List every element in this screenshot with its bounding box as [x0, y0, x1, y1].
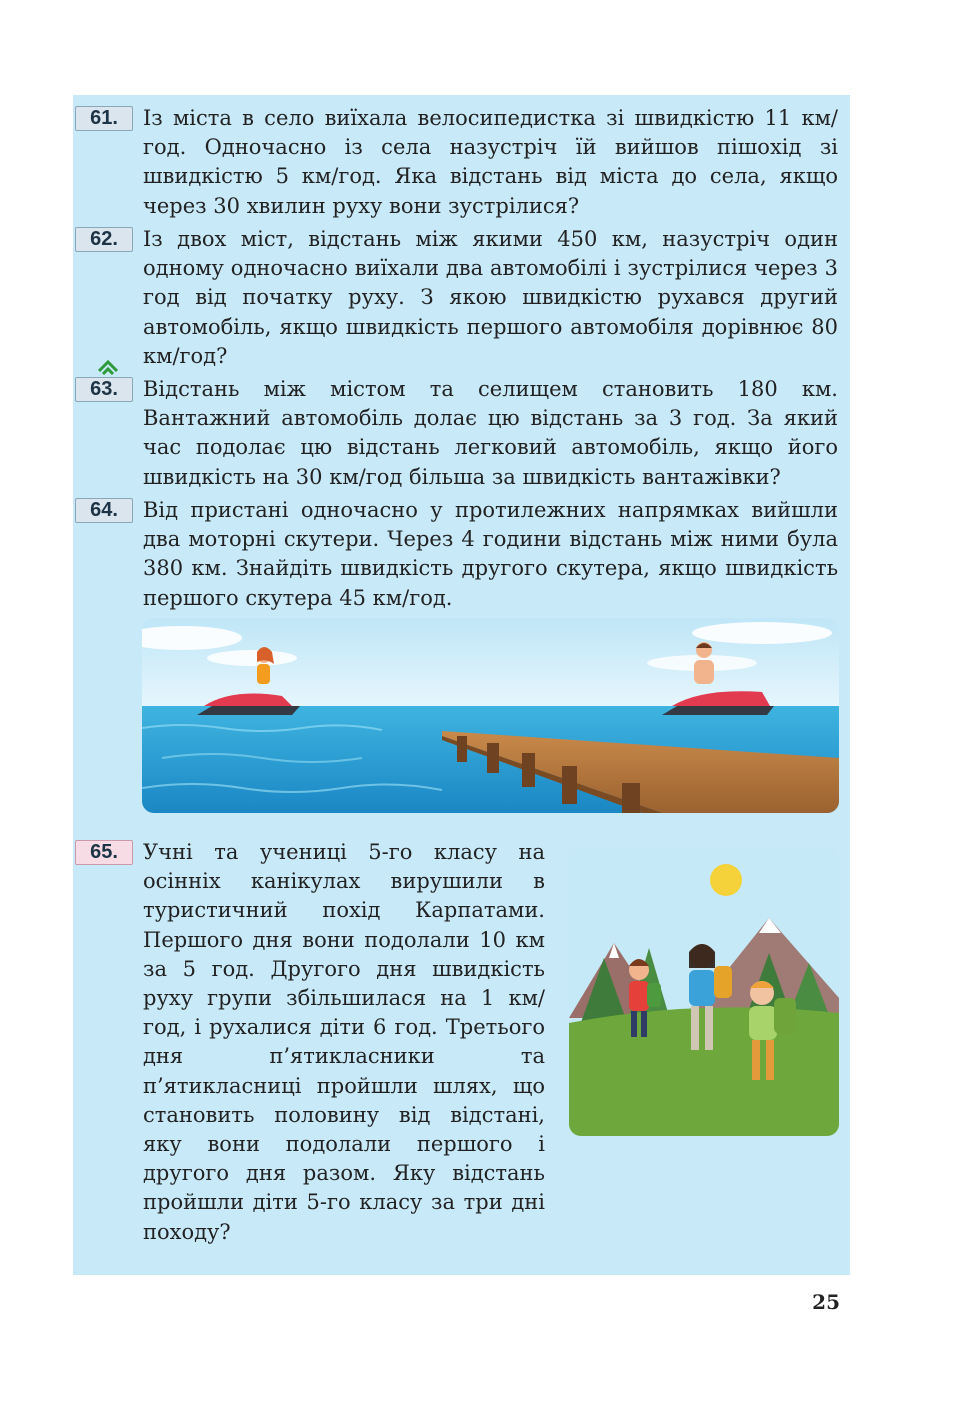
sea-pier-scene: [142, 618, 839, 813]
mountain-hike-scene: [569, 848, 839, 1136]
page-number: 25: [812, 1290, 840, 1314]
task-number: 64.: [75, 498, 133, 523]
task-text: Із міста в село виїхала велосипедистка зі швидкістю 11 км/год. Одночасно із села назустріч їй вийшов пішохід зі швидкістю 5 км/год. Яка відстань від міста до села, якщо через 30 хвилин руху вони зустрілися?: [143, 106, 838, 218]
task-text: Відстань між містом та селищем становить 180 км. Вантажний автомобіль долає цю відстань за 3 год. За який час подолає цю відстань легковий автомобіль, якщо його швидкість на 30 км/год більша за швидкість вантажівки?: [143, 377, 838, 489]
jet-ski-illustration: [142, 618, 839, 813]
hiking-illustration: [569, 848, 839, 1136]
house-icon: [97, 359, 119, 375]
task-number: 65.: [75, 840, 133, 865]
task-number: 61.: [75, 106, 133, 131]
task-text: Від пристані одночасно у протилежних напрямках вийшли два моторні скутери. Через 4 години відстань між ними була 380 км. Знайдіть швидкість другого скутера, якщо швидкість першого скутера 45 км/год.: [143, 498, 838, 610]
task-number: 62.: [75, 227, 133, 252]
task-text: Із двох міст, відстань між якими 450 км, назустріч один одному одночасно виїхали два автомобілі і зустрілися через 3 год від початку руху. З якою швидкістю рухався другий автомобіль, якщо швидкість першого автомобіля дорівнює 80 км/год?: [143, 227, 838, 368]
sun-icon: [710, 864, 742, 896]
task-number: 63.: [75, 377, 133, 402]
content-panel: [73, 95, 850, 1275]
task-text: Учні та учениці 5-го класу на осінніх канікулах вирушили в туристичний похід Карпатами. Першого дня вони подолали 10 км за 5 год. Другого дня швидкість руху групи збільшилася на 1 км/год, і рухалися діти 6 год. Третього дня п’ятикласники та п’ятикласниці пройшли шлях, що становить половину від відстані, яку вони подолали першого і другого дня разом. Яку відстань пройшли діти 5-го класу за три дні походу?: [143, 840, 545, 1244]
